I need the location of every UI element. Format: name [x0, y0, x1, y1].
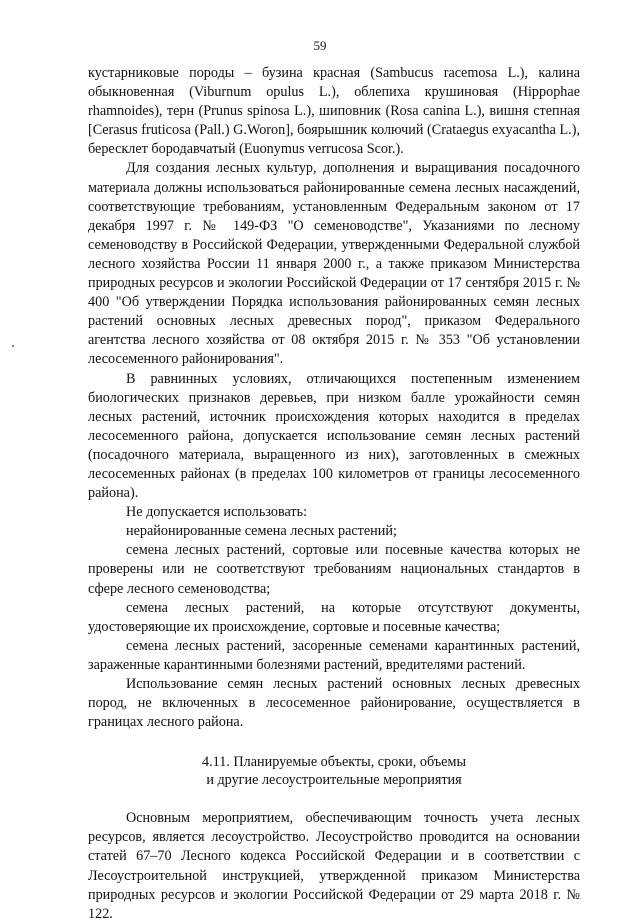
page-number: 59 — [313, 38, 327, 53]
section-heading-line1: 4.11. Планируемые объекты, сроки, объемы — [202, 754, 466, 771]
paragraph-not-allowed: Не допускается использовать: — [126, 504, 308, 521]
document-body — [88, 64, 580, 924]
paragraph-forest-cultures: Для создания лесных культур, дополнения и выращивания посадочного материала должны использоваться районированные семена лесных насаждений, соответствующие требованиям, установленным Федеральным законом от 17 декабря 1997 г. № 149-ФЗ "О семеноводстве", Указаниями по лесному семеноводству в Российской Федерации, утвержденными Федеральной службой лесного хозяйства России 11 января 2000 г., а также приказом Министерства природных ресурсов и экологии Российской Федерации от 17 сентября 2015 г. № 400 "Об утверждении Порядка использования районированных семян лесных растений основных лесных древесных пород", приказом Федерального агентства лесного хозяйства от 08 октября 2015 г. № 353 "Об установлении лесосеменного районирования". — [88, 160, 580, 368]
paragraph-usage: Использование семян лесных растений основных лесных древесных пород, не включенных в лесосеменное районирование, осуществляется в границах лесного района. — [88, 676, 580, 731]
list-item: нерайонированные семена лесных растений; — [126, 523, 397, 540]
list-item: семена лесных растений, сортовые или посевные качества которых не проверены или не соответствуют требованиям национальных стандартов в сфере лесного семеноводства; — [88, 542, 580, 597]
section-heading-line2: и другие лесоустроительные мероприятия — [206, 772, 462, 789]
paragraph-plain-conditions: В равнинных условиях, отличающихся постепенным изменением биологических признаков деревьев, при низком балле урожайности семян лесных растений, источник происхождения которых находится в пределах лесосеменного района, допускается использование семян лесных растений (посадочного материала, выращенного из них), заготовленных в смежных лесосеменных районах (в пределах 100 километров от границы лесосеменного района). — [88, 370, 580, 502]
paragraph-shrubs: кустарниковые породы – бузина красная (Sambucus racemosa L.), калина обыкновенная (Viburnum opulus L.), облепиха крушиновая (Hippophae rhamnoides), терн (Prunus spinosa L.), шиповник (Rosa canina L.), вишня степная [Cerasus fruticosa (Pall.) G.Woron], боярышник колючий (Crataegus exyacantha L.), бересклет бородавчатый (Euonymus verrucosa Scor.). — [88, 65, 580, 158]
paragraph-forest-management: Основным мероприятием, обеспечивающим точность учета лесных ресурсов, является лесоустройство. Лесоустройство проводится на основании статей 67–70 Лесного кодекса Российской Федерации и в соответствии с Лесоустроительной инструкцией, утвержденной приказом Министерства природных ресурсов и экологии Российской Федерации от 29 марта 2018 г. № 122. — [88, 810, 580, 922]
list-item: семена лесных растений, на которые отсутствуют документы, удостоверяющие их происхождение, сортовые и посевные качества; — [88, 599, 580, 635]
section-heading — [88, 753, 580, 789]
list-item: семена лесных растений, засоренные семенами карантинных растений, зараженные карантинными болезнями растений, вредителями растений. — [88, 637, 580, 673]
margin-dot — [12, 345, 14, 347]
